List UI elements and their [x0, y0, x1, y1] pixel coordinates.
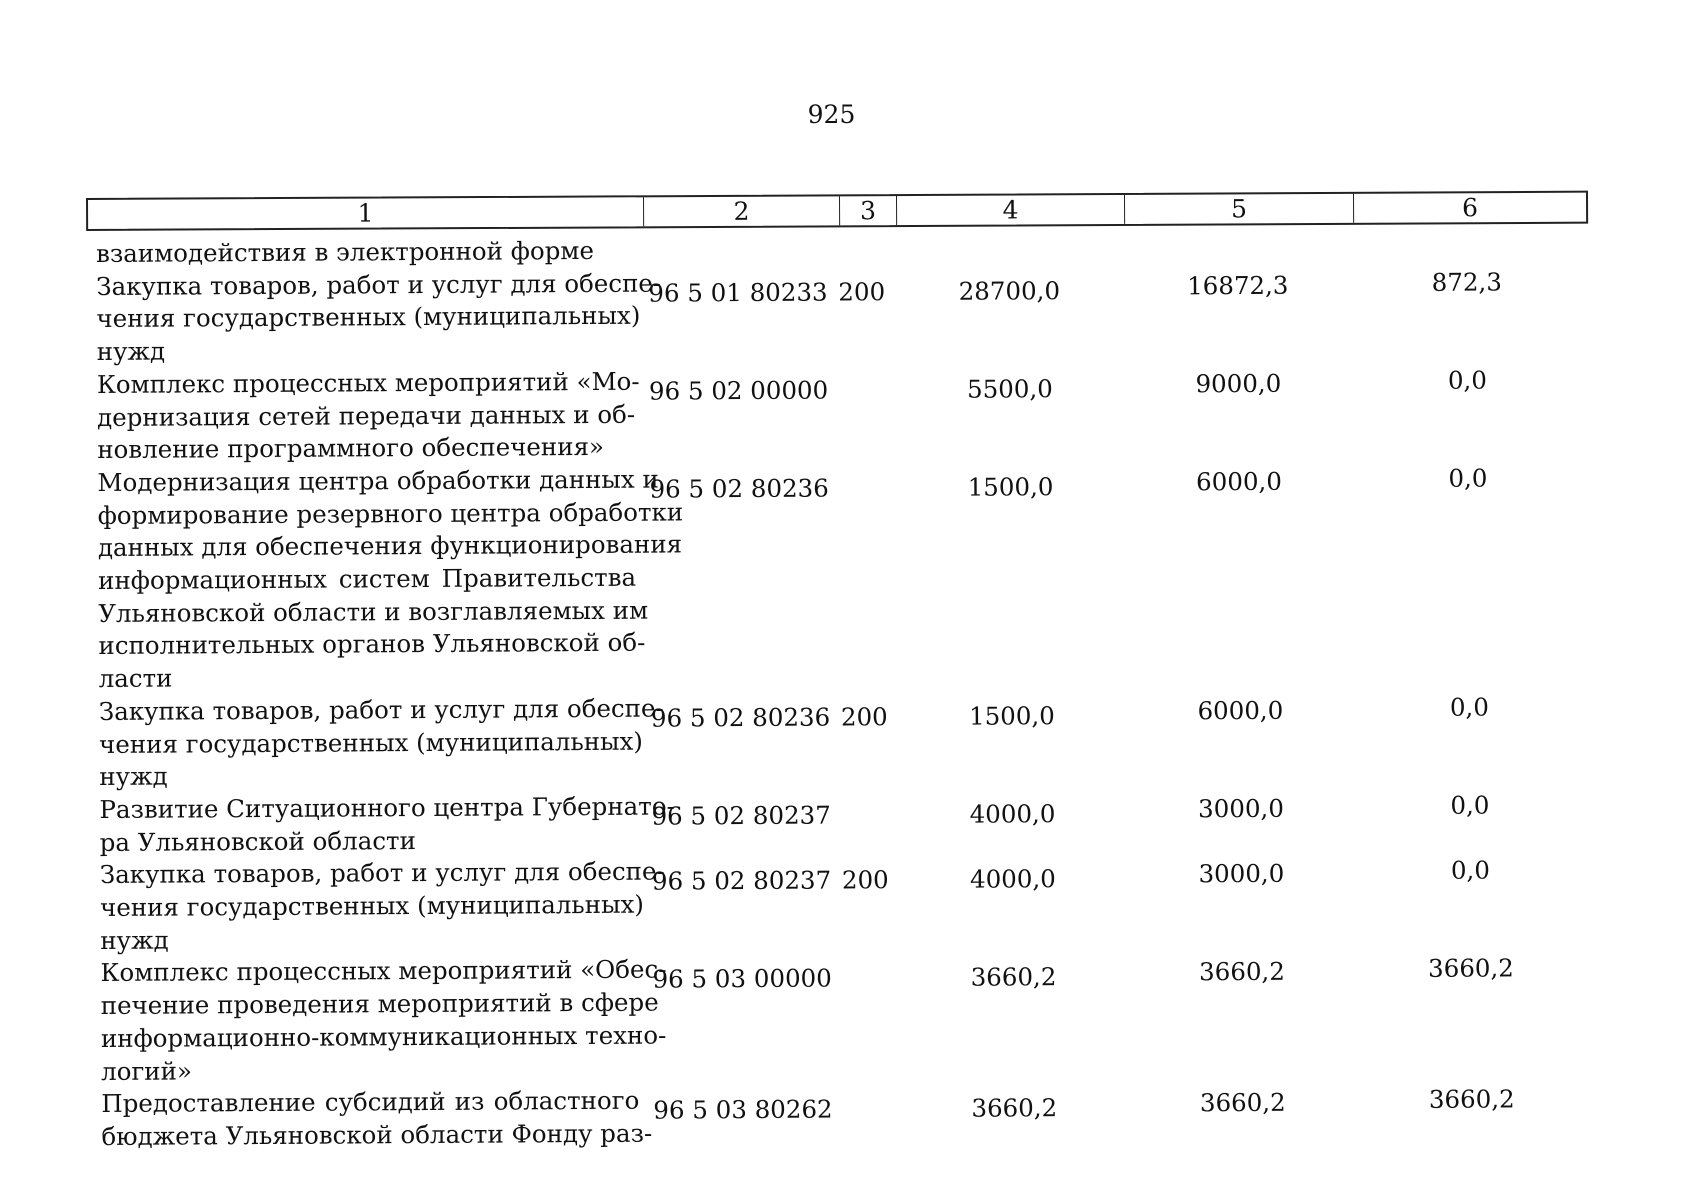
description-line: нужд — [99, 761, 168, 792]
table-header — [86, 191, 1588, 231]
row-description — [99, 856, 665, 957]
row-value-col5: 9000,0 — [1195, 368, 1282, 399]
description-line: формирование резервного центра обработки — [97, 497, 684, 530]
description-line: логий» — [101, 1056, 192, 1086]
row-value-col4: 3660,2 — [970, 962, 1057, 993]
row-value-col6: 3660,2 — [1428, 953, 1514, 984]
row-value-col6: 3660,2 — [1428, 1084, 1515, 1115]
row-value-col4: 3660,2 — [971, 1093, 1058, 1123]
row-value-col4: 1500,0 — [967, 472, 1054, 502]
table-body — [96, 229, 1622, 1154]
table-row — [100, 850, 1621, 957]
row-value-col4: 1500,0 — [968, 700, 1055, 731]
row-code: 96 5 02 00000 — [648, 375, 829, 406]
row-description — [96, 235, 634, 271]
description-line: чения государственных (муниципальных) — [96, 301, 641, 334]
row-value-col6: 0,0 — [1450, 790, 1490, 820]
column-header-3: 3 — [840, 196, 897, 225]
row-value-col4: 4000,0 — [969, 864, 1056, 895]
row-code: 96 5 02 80237 — [651, 865, 832, 896]
row-expense-type — [843, 1083, 900, 1093]
description-line: Комплекс процессных мероприятий «Мо- — [96, 366, 640, 399]
row-code: 96 5 03 80262 — [653, 1094, 833, 1125]
description-line: Закупка товаров, работ и услуг для обеспе- — [96, 268, 662, 301]
description-line: ласти — [98, 663, 173, 694]
row-code — [634, 233, 838, 244]
description-line: Модернизация центра обработки данных и — [97, 464, 659, 497]
row-value-col6: 0,0 — [1448, 463, 1488, 493]
row-value-col6: 0,0 — [1450, 855, 1490, 886]
row-description — [97, 464, 684, 696]
row-value-col5: 6000,0 — [1197, 695, 1284, 726]
row-value-col5: 6000,0 — [1196, 466, 1282, 497]
table-row — [99, 785, 1619, 860]
description-line: Закупка товаров, работ и услуг для обеспе- — [99, 856, 665, 890]
row-expense-type — [842, 953, 899, 963]
description-line: ра Ульяновской области — [99, 825, 416, 857]
row-expense-type — [838, 233, 895, 243]
description-line: нужд — [96, 336, 166, 367]
row-value-col6: 0,0 — [1449, 692, 1489, 722]
table-row — [97, 458, 1618, 696]
description-line: бюджета Ульяновской области Фонду раз- — [101, 1118, 653, 1151]
description-line: взаимодействия в электронной форме — [96, 235, 594, 268]
row-value-col5: 3660,2 — [1199, 1088, 1286, 1118]
row-code: 96 5 02 80236 — [650, 702, 831, 733]
row-value-col4: 5500,0 — [966, 373, 1053, 404]
row-value-col4: 28700,0 — [958, 275, 1061, 306]
row-description — [99, 791, 675, 860]
description-line: Комплекс процессных мероприятий «Обес- — [100, 954, 667, 988]
row-description — [101, 1085, 653, 1154]
row-value-col6: 872,3 — [1431, 267, 1502, 297]
row-value-col6: 0,0 — [1447, 365, 1487, 395]
description-line: Развитие Ситуационного центра Губернато- — [99, 791, 675, 824]
description-line: чения государственных (муниципальных) — [99, 726, 644, 759]
row-code: 96 5 01 80233 — [648, 277, 828, 308]
description-line: печение проведения мероприятий в сфере — [100, 987, 659, 1021]
row-value-col4 — [895, 232, 1123, 243]
row-expense-type: 200 — [840, 702, 888, 732]
table-row — [96, 261, 1617, 368]
row-description — [98, 693, 664, 794]
table-row — [100, 948, 1621, 1088]
row-code: 96 5 02 80237 — [651, 800, 831, 831]
column-header-5: 5 — [1125, 194, 1354, 224]
description-line: Предоставление субсидий из областного — [101, 1085, 640, 1119]
row-value-col6 — [1352, 229, 1581, 234]
row-code: 96 5 03 00000 — [652, 963, 832, 995]
page-number: 925 — [807, 100, 856, 129]
description-line: информационно-коммуникационных техно- — [100, 1020, 667, 1053]
table-row — [99, 687, 1620, 794]
description-line: нужд — [100, 925, 169, 955]
description-line: информационных систем Правительства — [98, 562, 637, 596]
column-header-6: 6 — [1462, 193, 1479, 223]
row-value-col5: 16872,3 — [1187, 270, 1289, 301]
description-line: данных для обеспечения функционирования — [97, 529, 683, 563]
row-description — [96, 366, 640, 467]
description-line: Закупка товаров, работ и услуг для обеспе- — [98, 693, 664, 726]
row-value-col5: 3660,2 — [1199, 957, 1285, 987]
row-expense-type: 200 — [841, 865, 889, 895]
column-header-1: 1 — [88, 197, 644, 229]
row-code: 96 5 02 80236 — [649, 473, 829, 504]
row-value-col5: 3000,0 — [1198, 859, 1285, 889]
row-expense-type — [839, 364, 896, 374]
row-value-col5 — [1123, 230, 1352, 237]
table-row — [101, 1079, 1621, 1154]
column-header-2: 2 — [644, 196, 840, 226]
description-line: новление программного обеспечения» — [97, 432, 605, 465]
row-description — [96, 267, 662, 368]
row-expense-type: 200 — [838, 276, 886, 307]
column-header-4: 4 — [897, 195, 1125, 225]
description-line: чения государственных (муниципальных) — [100, 889, 645, 923]
row-value-col5: 3000,0 — [1198, 793, 1284, 824]
description-line: дернизация сетей передачи данных и об- — [97, 399, 636, 432]
table-row — [97, 360, 1618, 467]
description-line: исполнительных органов Ульяновской об- — [98, 628, 646, 661]
description-line: Ульяновской области и возглавляемых им — [98, 595, 649, 628]
row-value-col4: 4000,0 — [969, 799, 1056, 829]
row-expense-type — [839, 462, 896, 472]
row-description — [100, 954, 667, 1088]
row-expense-type — [841, 789, 898, 799]
